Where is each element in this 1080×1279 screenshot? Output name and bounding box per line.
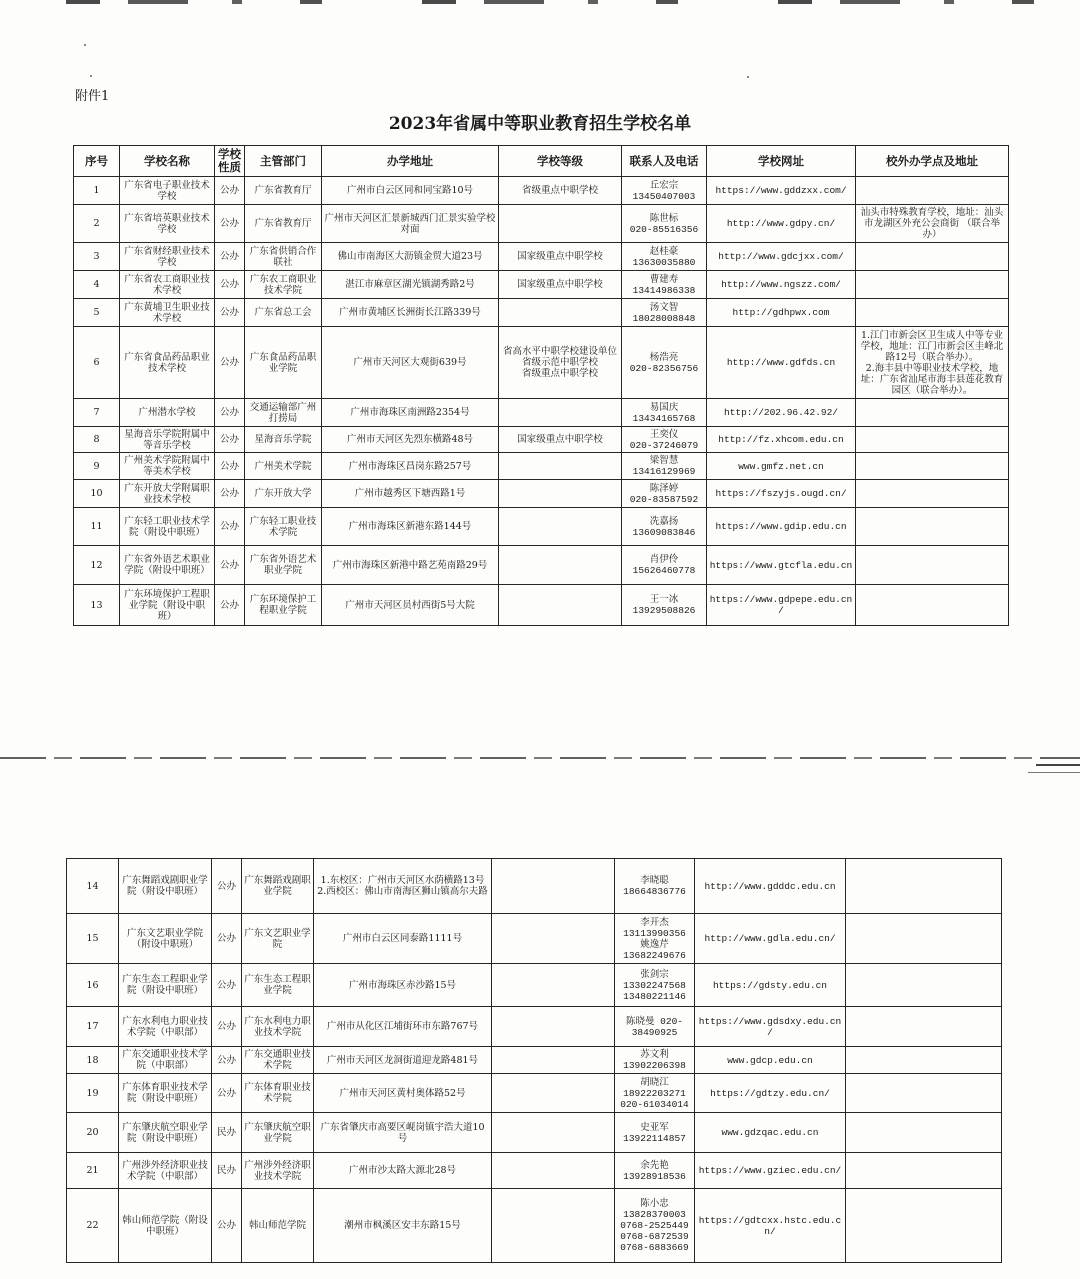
cell-address: 广州市海珠区新港中路艺苑南路29号: [322, 546, 499, 585]
cell-contact: 王奕仪 020-37246079: [622, 427, 707, 453]
table-row: [67, 1047, 1002, 1074]
cell-website: https://gdtcxx.hstc.edu.cn/: [695, 1189, 846, 1263]
cell-school-type: 民办: [212, 1153, 242, 1189]
cell-level: [492, 914, 615, 964]
cell-website: http://www.gdddc.edu.cn: [695, 859, 846, 914]
cell-website: www.gmfz.net.cn: [707, 453, 856, 480]
column-header-school-name: 学校名称: [120, 146, 215, 177]
cell-school-type: 公办: [215, 399, 245, 427]
cell-school-name: 韩山师范学院（附设中职班）: [119, 1189, 212, 1263]
column-header-address: 办学地址: [322, 146, 499, 177]
cell-offsite: [856, 299, 1009, 327]
cell-school-name: 广东轻工职业技术学院（附设中职班）: [120, 508, 215, 546]
cell-address: 佛山市南海区大沥镇金贸大道23号: [322, 243, 499, 271]
scan-page-break-line: [0, 757, 1080, 759]
cell-offsite: [856, 546, 1009, 585]
table-row: [74, 327, 1009, 399]
cell-school-name: 广东省财经职业技术学校: [120, 243, 215, 271]
cell-offsite: [856, 585, 1009, 626]
cell-offsite: [856, 399, 1009, 427]
table-row: [67, 914, 1002, 964]
table-row: [74, 480, 1009, 508]
cell-school-type: 民办: [212, 1113, 242, 1153]
cell-school-type: 公办: [215, 546, 245, 585]
table-header: [74, 146, 1009, 177]
cell-website: http://www.gdcjxx.com/: [707, 243, 856, 271]
table-row: [74, 205, 1009, 243]
cell-offsite: [846, 859, 1002, 914]
column-header-authority: 主管部门: [245, 146, 322, 177]
cell-offsite: [856, 271, 1009, 299]
cell-level: [499, 546, 622, 585]
cell-offsite: [856, 243, 1009, 271]
cell-address: 广州市海珠区昌岗东路257号: [322, 453, 499, 480]
table-body: [74, 177, 1009, 626]
cell-website: www.gdcp.edu.cn: [695, 1047, 846, 1074]
cell-offsite: [856, 480, 1009, 508]
table-row: [74, 453, 1009, 480]
cell-address: 广州市天河区员村西街5号大院: [322, 585, 499, 626]
table-row: [67, 1007, 1002, 1047]
cell-authority: 广东食品药品职业学院: [245, 327, 322, 399]
cell-school-name: 广东省电子职业技术学校: [120, 177, 215, 205]
table-row: [74, 585, 1009, 626]
cell-school-name: 广东舞蹈戏剧职业学院（附设中职班）: [119, 859, 212, 914]
cell-authority: 广东舞蹈戏剧职业学院: [242, 859, 314, 914]
cell-authority: 广东省教育厅: [245, 205, 322, 243]
cell-address: 广州市天河区汇景新城西门汇景实验学校对面: [322, 205, 499, 243]
column-header-website: 学校网址: [707, 146, 856, 177]
cell-no: 9: [74, 453, 120, 480]
column-header-contact: 联系人及电话: [622, 146, 707, 177]
cell-level: [499, 585, 622, 626]
table-row: [74, 427, 1009, 453]
cell-school-name: 广东省外语艺术职业学院（附设中职班）: [120, 546, 215, 585]
cell-website: https://www.gdpepe.edu.cn/: [707, 585, 856, 626]
cell-authority: 广东生态工程职业学院: [242, 964, 314, 1007]
cell-contact: 苏文利 13902206398: [615, 1047, 695, 1074]
cell-no: 3: [74, 243, 120, 271]
cell-school-name: 广东环境保护工程职业学院（附设中职班）: [120, 585, 215, 626]
cell-no: 4: [74, 271, 120, 299]
cell-contact: 赵桂豪 13630035880: [622, 243, 707, 271]
column-header-school-type: 学校性质: [215, 146, 245, 177]
cell-level: [492, 1153, 615, 1189]
cell-offsite: [856, 453, 1009, 480]
table-row: [74, 546, 1009, 585]
cell-school-type: 公办: [215, 508, 245, 546]
cell-address: 广州市天河区龙洞街道迎龙路481号: [314, 1047, 492, 1074]
cell-school-type: 公办: [215, 177, 245, 205]
cell-authority: 韩山师范学院: [242, 1189, 314, 1263]
cell-offsite: [846, 1047, 1002, 1074]
cell-offsite: [856, 177, 1009, 205]
cell-school-name: 广东水利电力职业技术学院（中职部）: [119, 1007, 212, 1047]
cell-no: 5: [74, 299, 120, 327]
cell-offsite: 汕头市特殊教育学校，地址：汕头市龙湖区外充公会商街 （联合举办）: [856, 205, 1009, 243]
cell-authority: 广东文艺职业学院: [242, 914, 314, 964]
cell-school-type: 公办: [215, 585, 245, 626]
cell-level: [499, 205, 622, 243]
cell-contact: 肖伊伶 15626460778: [622, 546, 707, 585]
cell-contact: 丘宏宗 13450407003: [622, 177, 707, 205]
cell-no: 6: [74, 327, 120, 399]
cell-address: 广东省肇庆市高要区岘岗镇宇浩大道10号: [314, 1113, 492, 1153]
table-row: [74, 399, 1009, 427]
cell-school-type: 公办: [215, 480, 245, 508]
cell-contact: 王一冰 13929508826: [622, 585, 707, 626]
cell-authority: 广东水利电力职业技术学院: [242, 1007, 314, 1047]
cell-contact: 陈泽婷 020-83587592: [622, 480, 707, 508]
scan-mark: [1028, 772, 1080, 773]
cell-school-type: 公办: [212, 1007, 242, 1047]
cell-school-type: 公办: [212, 1047, 242, 1074]
cell-school-type: 公办: [212, 1074, 242, 1113]
table-header-row: [74, 146, 1009, 177]
cell-authority: 广东省外语艺术职业学院: [245, 546, 322, 585]
school-table-page-2: [66, 858, 1002, 1263]
cell-no: 16: [67, 964, 119, 1007]
cell-no: 13: [74, 585, 120, 626]
cell-school-type: 公办: [215, 205, 245, 243]
cell-offsite: [856, 427, 1009, 453]
cell-level: [492, 859, 615, 914]
cell-website: https://fszyjs.ougd.cn/: [707, 480, 856, 508]
cell-website: https://www.gdsdxy.edu.cn/: [695, 1007, 846, 1047]
cell-no: 15: [67, 914, 119, 964]
cell-school-type: 公办: [215, 327, 245, 399]
cell-contact: 陈世标 020-85516356: [622, 205, 707, 243]
cell-school-name: 广东省培英职业技术学校: [120, 205, 215, 243]
table-row: [74, 508, 1009, 546]
school-table-page-1: [73, 145, 1009, 626]
cell-address: 广州市天河区先烈东横路48号: [322, 427, 499, 453]
cell-no: 17: [67, 1007, 119, 1047]
cell-school-name: 广东交通职业技术学院（中职部）: [119, 1047, 212, 1074]
cell-offsite: [846, 1007, 1002, 1047]
cell-school-type: 公办: [215, 243, 245, 271]
cell-website: http://www.gdpy.cn/: [707, 205, 856, 243]
cell-no: 19: [67, 1074, 119, 1113]
cell-no: 12: [74, 546, 120, 585]
cell-no: 1: [74, 177, 120, 205]
cell-no: 7: [74, 399, 120, 427]
cell-school-name: 广东省农工商职业技术学校: [120, 271, 215, 299]
cell-address: 广州市天河区大观街639号: [322, 327, 499, 399]
cell-address: 广州市天河区黄村奥体路52号: [314, 1074, 492, 1113]
table-row: [67, 964, 1002, 1007]
cell-authority: 广州涉外经济职业技术学院: [242, 1153, 314, 1189]
cell-level: [499, 508, 622, 546]
cell-website: https://www.gdip.edu.cn: [707, 508, 856, 546]
cell-authority: 广东省总工会: [245, 299, 322, 327]
cell-website: http://www.gdfds.cn: [707, 327, 856, 399]
cell-no: 14: [67, 859, 119, 914]
cell-offsite: [846, 914, 1002, 964]
cell-contact: 胡晓江 18922203271 020-61034014: [615, 1074, 695, 1113]
cell-website: http://fz.xhcom.edu.cn: [707, 427, 856, 453]
cell-no: 2: [74, 205, 120, 243]
table-body: [67, 859, 1002, 1263]
cell-address: 广州市白云区同和同宝路10号: [322, 177, 499, 205]
cell-no: 10: [74, 480, 120, 508]
cell-level: [499, 453, 622, 480]
cell-school-name: 广州潜水学校: [120, 399, 215, 427]
attachment-label: 附件1: [75, 89, 110, 104]
cell-authority: 广州美术学院: [245, 453, 322, 480]
cell-website: http://www.gdla.edu.cn/: [695, 914, 846, 964]
cell-level: [492, 1074, 615, 1113]
scan-speck: [90, 75, 92, 77]
cell-no: 8: [74, 427, 120, 453]
cell-level: 国家级重点中职学校: [499, 271, 622, 299]
table-row: [67, 859, 1002, 914]
cell-level: 省高水平中职学校建设单位 省级示范中职学校 省级重点中职学校: [499, 327, 622, 399]
cell-address: 广州市海珠区南洲路2354号: [322, 399, 499, 427]
cell-level: 省级重点中职学校: [499, 177, 622, 205]
column-header-offsite: 校外办学点及地址: [856, 146, 1009, 177]
cell-level: [499, 299, 622, 327]
cell-school-name: 广东开放大学附属职业技术学校: [120, 480, 215, 508]
cell-address: 湛江市麻章区湖光镇湖秀路2号: [322, 271, 499, 299]
cell-address: 广州市海珠区新港东路144号: [322, 508, 499, 546]
table-row: [67, 1113, 1002, 1153]
cell-level: 国家级重点中职学校: [499, 427, 622, 453]
cell-address: 广州市越秀区下塘西路1号: [322, 480, 499, 508]
cell-level: [492, 1047, 615, 1074]
column-header-no: 序号: [74, 146, 120, 177]
cell-school-name: 广东省食品药品职业技术学校: [120, 327, 215, 399]
table-row: [74, 271, 1009, 299]
cell-offsite: [846, 1074, 1002, 1113]
cell-no: 21: [67, 1153, 119, 1189]
cell-level: [499, 399, 622, 427]
cell-school-type: 公办: [212, 1189, 242, 1263]
cell-level: [492, 964, 615, 1007]
cell-address: 广州市白云区同泰路1111号: [314, 914, 492, 964]
cell-website: http://202.96.42.92/: [707, 399, 856, 427]
cell-level: 国家级重点中职学校: [499, 243, 622, 271]
table-row: [74, 243, 1009, 271]
cell-offsite: [846, 1113, 1002, 1153]
cell-level: [492, 1007, 615, 1047]
cell-authority: 广东交通职业技术学院: [242, 1047, 314, 1074]
cell-school-type: 公办: [215, 427, 245, 453]
cell-contact: 易国庆 13434165768: [622, 399, 707, 427]
cell-no: 20: [67, 1113, 119, 1153]
cell-school-name: 星海音乐学院附属中等音乐学校: [120, 427, 215, 453]
cell-school-type: 公办: [212, 914, 242, 964]
cell-authority: 广东省教育厅: [245, 177, 322, 205]
page-title: 2023年省属中等职业教育招生学校名单: [388, 114, 692, 134]
cell-website: http://www.ngszz.com/: [707, 271, 856, 299]
cell-website: https://gdtzy.edu.cn/: [695, 1074, 846, 1113]
cell-website: http://gdhpwx.com: [707, 299, 856, 327]
cell-offsite: [856, 508, 1009, 546]
cell-contact: 张剑宗 13302247568 13480221146: [615, 964, 695, 1007]
cell-contact: 汤文智 18028008848: [622, 299, 707, 327]
cell-authority: 广东开放大学: [245, 480, 322, 508]
cell-school-type: 公办: [215, 299, 245, 327]
cell-level: [492, 1189, 615, 1263]
cell-school-type: 公办: [212, 964, 242, 1007]
cell-authority: 广东农工商职业技术学院: [245, 271, 322, 299]
table-row: [74, 299, 1009, 327]
cell-offsite: [846, 1153, 1002, 1189]
table-row: [74, 177, 1009, 205]
cell-contact: 曹建寿 13414986338: [622, 271, 707, 299]
cell-address: 广州市黄埔区长洲街长江路339号: [322, 299, 499, 327]
cell-level: [499, 480, 622, 508]
cell-offsite: [846, 1189, 1002, 1263]
cell-school-name: 广东文艺职业学院（附设中职班）: [119, 914, 212, 964]
table-row: [67, 1189, 1002, 1263]
cell-website: www.gdzqac.edu.cn: [695, 1113, 846, 1153]
cell-school-name: 广州美术学院附属中等美术学校: [120, 453, 215, 480]
cell-address: 广州市从化区江埔街环市东路767号: [314, 1007, 492, 1047]
cell-contact: 冼嘉扬 13609083846: [622, 508, 707, 546]
cell-address: 广州市沙太路大源北28号: [314, 1153, 492, 1189]
cell-authority: 广东体育职业技术学院: [242, 1074, 314, 1113]
cell-authority: 广东肇庆航空职业学院: [242, 1113, 314, 1153]
cell-school-type: 公办: [215, 271, 245, 299]
cell-contact: 陈小忠 13828370003 0768-2525449 0768-6872539 0768-6883669: [615, 1189, 695, 1263]
cell-address: 1.东校区：广州市天河区水荫横路13号 2.西校区：佛山市南海区狮山镇高尔夫路: [314, 859, 492, 914]
cell-school-name: 广东生态工程职业学院（附设中职班）: [119, 964, 212, 1007]
cell-address: 潮州市枫溪区安丰东路15号: [314, 1189, 492, 1263]
cell-contact: 梁智慧 13416129969: [622, 453, 707, 480]
scan-edge-top: [0, 0, 1080, 4]
cell-school-type: 公办: [212, 859, 242, 914]
cell-school-name: 广东黄埔卫生职业技术学校: [120, 299, 215, 327]
cell-contact: 余先艳 13928918536: [615, 1153, 695, 1189]
cell-school-type: 公办: [215, 453, 245, 480]
cell-offsite: [846, 964, 1002, 1007]
cell-authority: 广东轻工职业技术学院: [245, 508, 322, 546]
cell-authority: 广东省供销合作联社: [245, 243, 322, 271]
cell-level: [492, 1113, 615, 1153]
cell-address: 广州市海珠区赤沙路15号: [314, 964, 492, 1007]
cell-website: https://www.gziec.edu.cn/: [695, 1153, 846, 1189]
cell-authority: 广东环境保护工程职业学院: [245, 585, 322, 626]
cell-offsite: 1.江门市新会区卫生成人中等专业学校，地址：江门市新会区圭峰北路12号（联合举办）。 2.海丰县中等职业技术学校，地址：广东省汕尾市海丰县莲花教育园区（联合举办）。: [856, 327, 1009, 399]
cell-contact: 李开杰 13113990356 姚逸芹 13682249676: [615, 914, 695, 964]
cell-school-name: 广州涉外经济职业技术学院（中职部）: [119, 1153, 212, 1189]
cell-authority: 交通运输部广州打捞局: [245, 399, 322, 427]
cell-no: 22: [67, 1189, 119, 1263]
cell-website: https://www.gtcfla.edu.cn: [707, 546, 856, 585]
cell-school-name: 广东肇庆航空职业学院（附设中职班）: [119, 1113, 212, 1153]
cell-contact: 陈晓曼 020-38490925: [615, 1007, 695, 1047]
cell-website: https://gdsty.edu.cn: [695, 964, 846, 1007]
cell-no: 11: [74, 508, 120, 546]
cell-authority: 星海音乐学院: [245, 427, 322, 453]
scan-speck: [747, 76, 749, 78]
cell-contact: 杨浩亮 020-82356756: [622, 327, 707, 399]
cell-school-name: 广东体育职业技术学院（附设中职班）: [119, 1074, 212, 1113]
table-row: [67, 1153, 1002, 1189]
cell-contact: 李晓聪 18664836776: [615, 859, 695, 914]
column-header-level: 学校等级: [499, 146, 622, 177]
cell-no: 18: [67, 1047, 119, 1074]
cell-website: https://www.gddzxx.com/: [707, 177, 856, 205]
cell-contact: 史亚军 13922114857: [615, 1113, 695, 1153]
table-row: [67, 1074, 1002, 1113]
scan-speck: [84, 44, 86, 46]
scan-mark: [1036, 764, 1080, 766]
